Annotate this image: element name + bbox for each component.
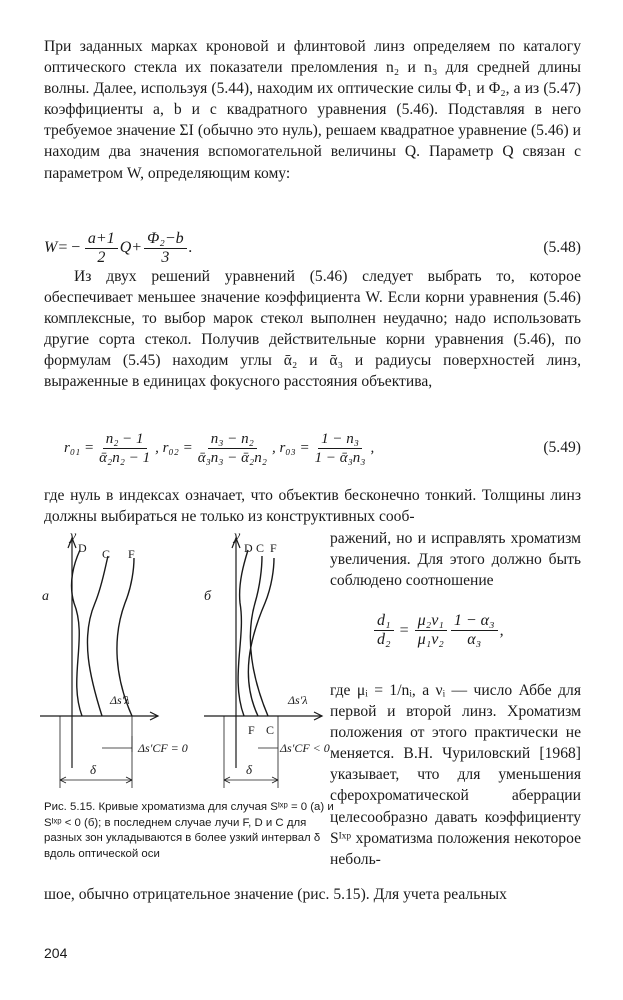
ratio-rhs-den: α₃	[467, 631, 482, 648]
eq549-r03-label: r₀₃ =	[279, 439, 310, 456]
panel-b-delta: δ	[246, 762, 253, 777]
paragraph-thickness: где нуль в индексах означает, что объектив бесконечно тонкий. Толщины линз должны выбираться не только из конструктивных сооб-	[44, 487, 581, 526]
panel-b-label-d: D	[244, 541, 253, 555]
panel-a-curve-d	[72, 550, 82, 716]
panel-b-curve-d	[238, 550, 248, 716]
ratio-lhs	[374, 612, 394, 649]
eq549-r01-label: r₀₁ =	[64, 439, 95, 456]
panel-b-condition: Δs′CF < 0	[280, 741, 330, 755]
eq549-r01-num: n₂ − 1	[103, 430, 147, 449]
panel-a	[40, 529, 188, 788]
panel-b-label-c: C	[256, 541, 265, 555]
panel-b-curve-f	[248, 558, 274, 716]
eq549-r02-frac	[195, 430, 270, 467]
page-number: 204	[44, 945, 68, 961]
eq549-r03-num: 1 − n₃	[318, 430, 362, 449]
panel-a-label-f: F	[128, 547, 135, 561]
ratio-end: ,	[499, 621, 504, 639]
chromatism-figure	[40, 528, 330, 796]
ratio-rhs-num: 1 − α₃	[451, 612, 498, 631]
eq548-frac1	[85, 230, 118, 267]
eq549-r03-den: 1 − ᾱ₃n₃	[314, 449, 366, 466]
eq549-r02-num: n₃ − n₂	[208, 430, 257, 449]
paragraph-closing: шое, обычно отрицательное значение (рис. 5.15). Для учета реальных	[44, 886, 507, 903]
eq548-lhs: W=	[44, 239, 69, 256]
ratio-mid-den: μ₁ν₂	[417, 631, 444, 648]
panel-a-y-label: y	[70, 529, 77, 544]
ratio-rhs	[451, 612, 498, 649]
panel-b	[204, 529, 330, 788]
ratio-lhs-den: d₂	[377, 631, 391, 648]
eq548-frac2-den: 3	[161, 248, 170, 266]
eq548-frac1-num: a+1	[85, 230, 118, 249]
eq549-r03-frac	[312, 430, 369, 467]
eq548-frac2	[144, 230, 187, 267]
right-column-text-1: ражений, но и исправлять хроматизм увеличения. Для этого должно быть соблюдено соотношение	[330, 530, 581, 590]
eq548-end: .	[188, 239, 193, 256]
paragraph-intro: При заданных марках кроновой и флинтовой линз определяем по каталогу оптического стекла их показатели преломления n₂ и n₃ для средней длины волны. Далее, используя (5.44), находим их оптические силы Φ₁ и Φ₂, а из (5.47) коэффициенты a, b и c квадратного уравнения (5.46). Подставляя в него требуемое значение ΣI (обычно это нуль), решаем квадратное уравнение (5.46) и находим два значения вспомогательной величины Q. Параметр Q связан с параметром W, определяющим кому:	[44, 38, 581, 182]
figure-caption: Рис. 5.15. Кривые хроматизма для случая Sᴵˣᵖ = 0 (а) и Sᴵˣᵖ < 0 (б); в последнем случае лучи F, D и C для разных зон укладываются в более узкий интервал δ вдоль оптической оси	[44, 801, 334, 860]
panel-b-axis-label-c: C	[266, 723, 275, 737]
panel-a-label-c: C	[102, 547, 111, 561]
panel-a-label-d: D	[78, 541, 87, 555]
eq548-tail: Q+	[119, 239, 143, 256]
equation-thickness-ratio: $\frac{\text{d₁}}{\text{d₂}}$ = $\frac{\text{μ₂ν₁}}{\text{μ₁ν₂}}$ $\frac{\text{1 − α₃}}{\text{α₃}}$ ,	[372, 612, 504, 649]
panel-b-axis-label-f: F	[248, 723, 255, 737]
equation-5-48: W= − $\frac{a+1}{2}$ Q+ $\frac{\text{Φ₂−b}}{3}$ . (5.48)	[44, 229, 581, 266]
right-column-text-2: где μᵢ = 1/nᵢ, а νᵢ — число Аббе для первой и второй линз. Хроматизм положения от этого практически не меняется. В.Н. Чуриловский [1968] указывает, что для уменьшения сферохроматической аберрации целесообразно давать коэффициенту Sᴵˣᵖ хроматизма положения некоторое неболь-	[330, 682, 581, 868]
panel-a-condition: Δs′CF = 0	[138, 741, 188, 755]
panel-a-curve-c	[87, 556, 108, 716]
panel-a-letter: а	[42, 589, 49, 604]
paragraph-solutions: Из двух решений уравнений (5.46) следует выбрать то, которое обеспечивает меньшее значение коэффициента W. Если корни уравнения (5.46) комплексные, то выбор марок стекол выполнен неудачно; надо использовать другие сорта стекол. Получив действительные корни уравнения (5.46), по формулам (5.45) находим углы ᾱ₂ и ᾱ₃ и радиусы поверхностей линз, выраженные в единицах фокусного расстояния объектива,	[44, 268, 581, 391]
panel-a-delta-s: Δs′λ	[110, 693, 130, 707]
panel-b-y-label: y	[234, 529, 241, 544]
eq549-r01-den: ᾱ₂n₂ − 1	[99, 449, 151, 466]
panel-b-letter: б	[204, 589, 212, 604]
eq548-frac1-den: 2	[97, 248, 106, 266]
eq549-r02-label: r₀₂ =	[162, 439, 193, 456]
ratio-mid	[415, 612, 447, 649]
eq549-r01-frac	[96, 430, 153, 467]
panel-a-delta: δ	[90, 762, 97, 777]
ratio-mid-num: μ₂ν₁	[415, 612, 447, 631]
eq548-frac2-num: Φ₂−b	[144, 230, 187, 249]
equation-number-5-48: (5.48)	[543, 239, 581, 256]
panel-b-delta-s: Δs′λ	[288, 693, 308, 707]
equation-number-5-49: (5.49)	[543, 439, 581, 456]
equation-5-49: r₀₁ = $\frac{\text{n₂ − 1}}{\text{ᾱ₂n₂ − 1}}$ , r₀₂ = $\frac{\text{n₃ − n₂}}{\text{ᾱ₃n₃ − ᾱ₂n₂}}$ , r₀₃ = $\frac{\text{1 − n₃}}{\text{1 − ᾱ₃n₃}}$ , (5.49)	[64, 430, 581, 466]
eq549-r02-den: ᾱ₃n₃ − ᾱ₂n₂	[197, 449, 267, 466]
panel-b-label-f: F	[270, 541, 277, 555]
ratio-lhs-num: d₁	[374, 612, 394, 631]
